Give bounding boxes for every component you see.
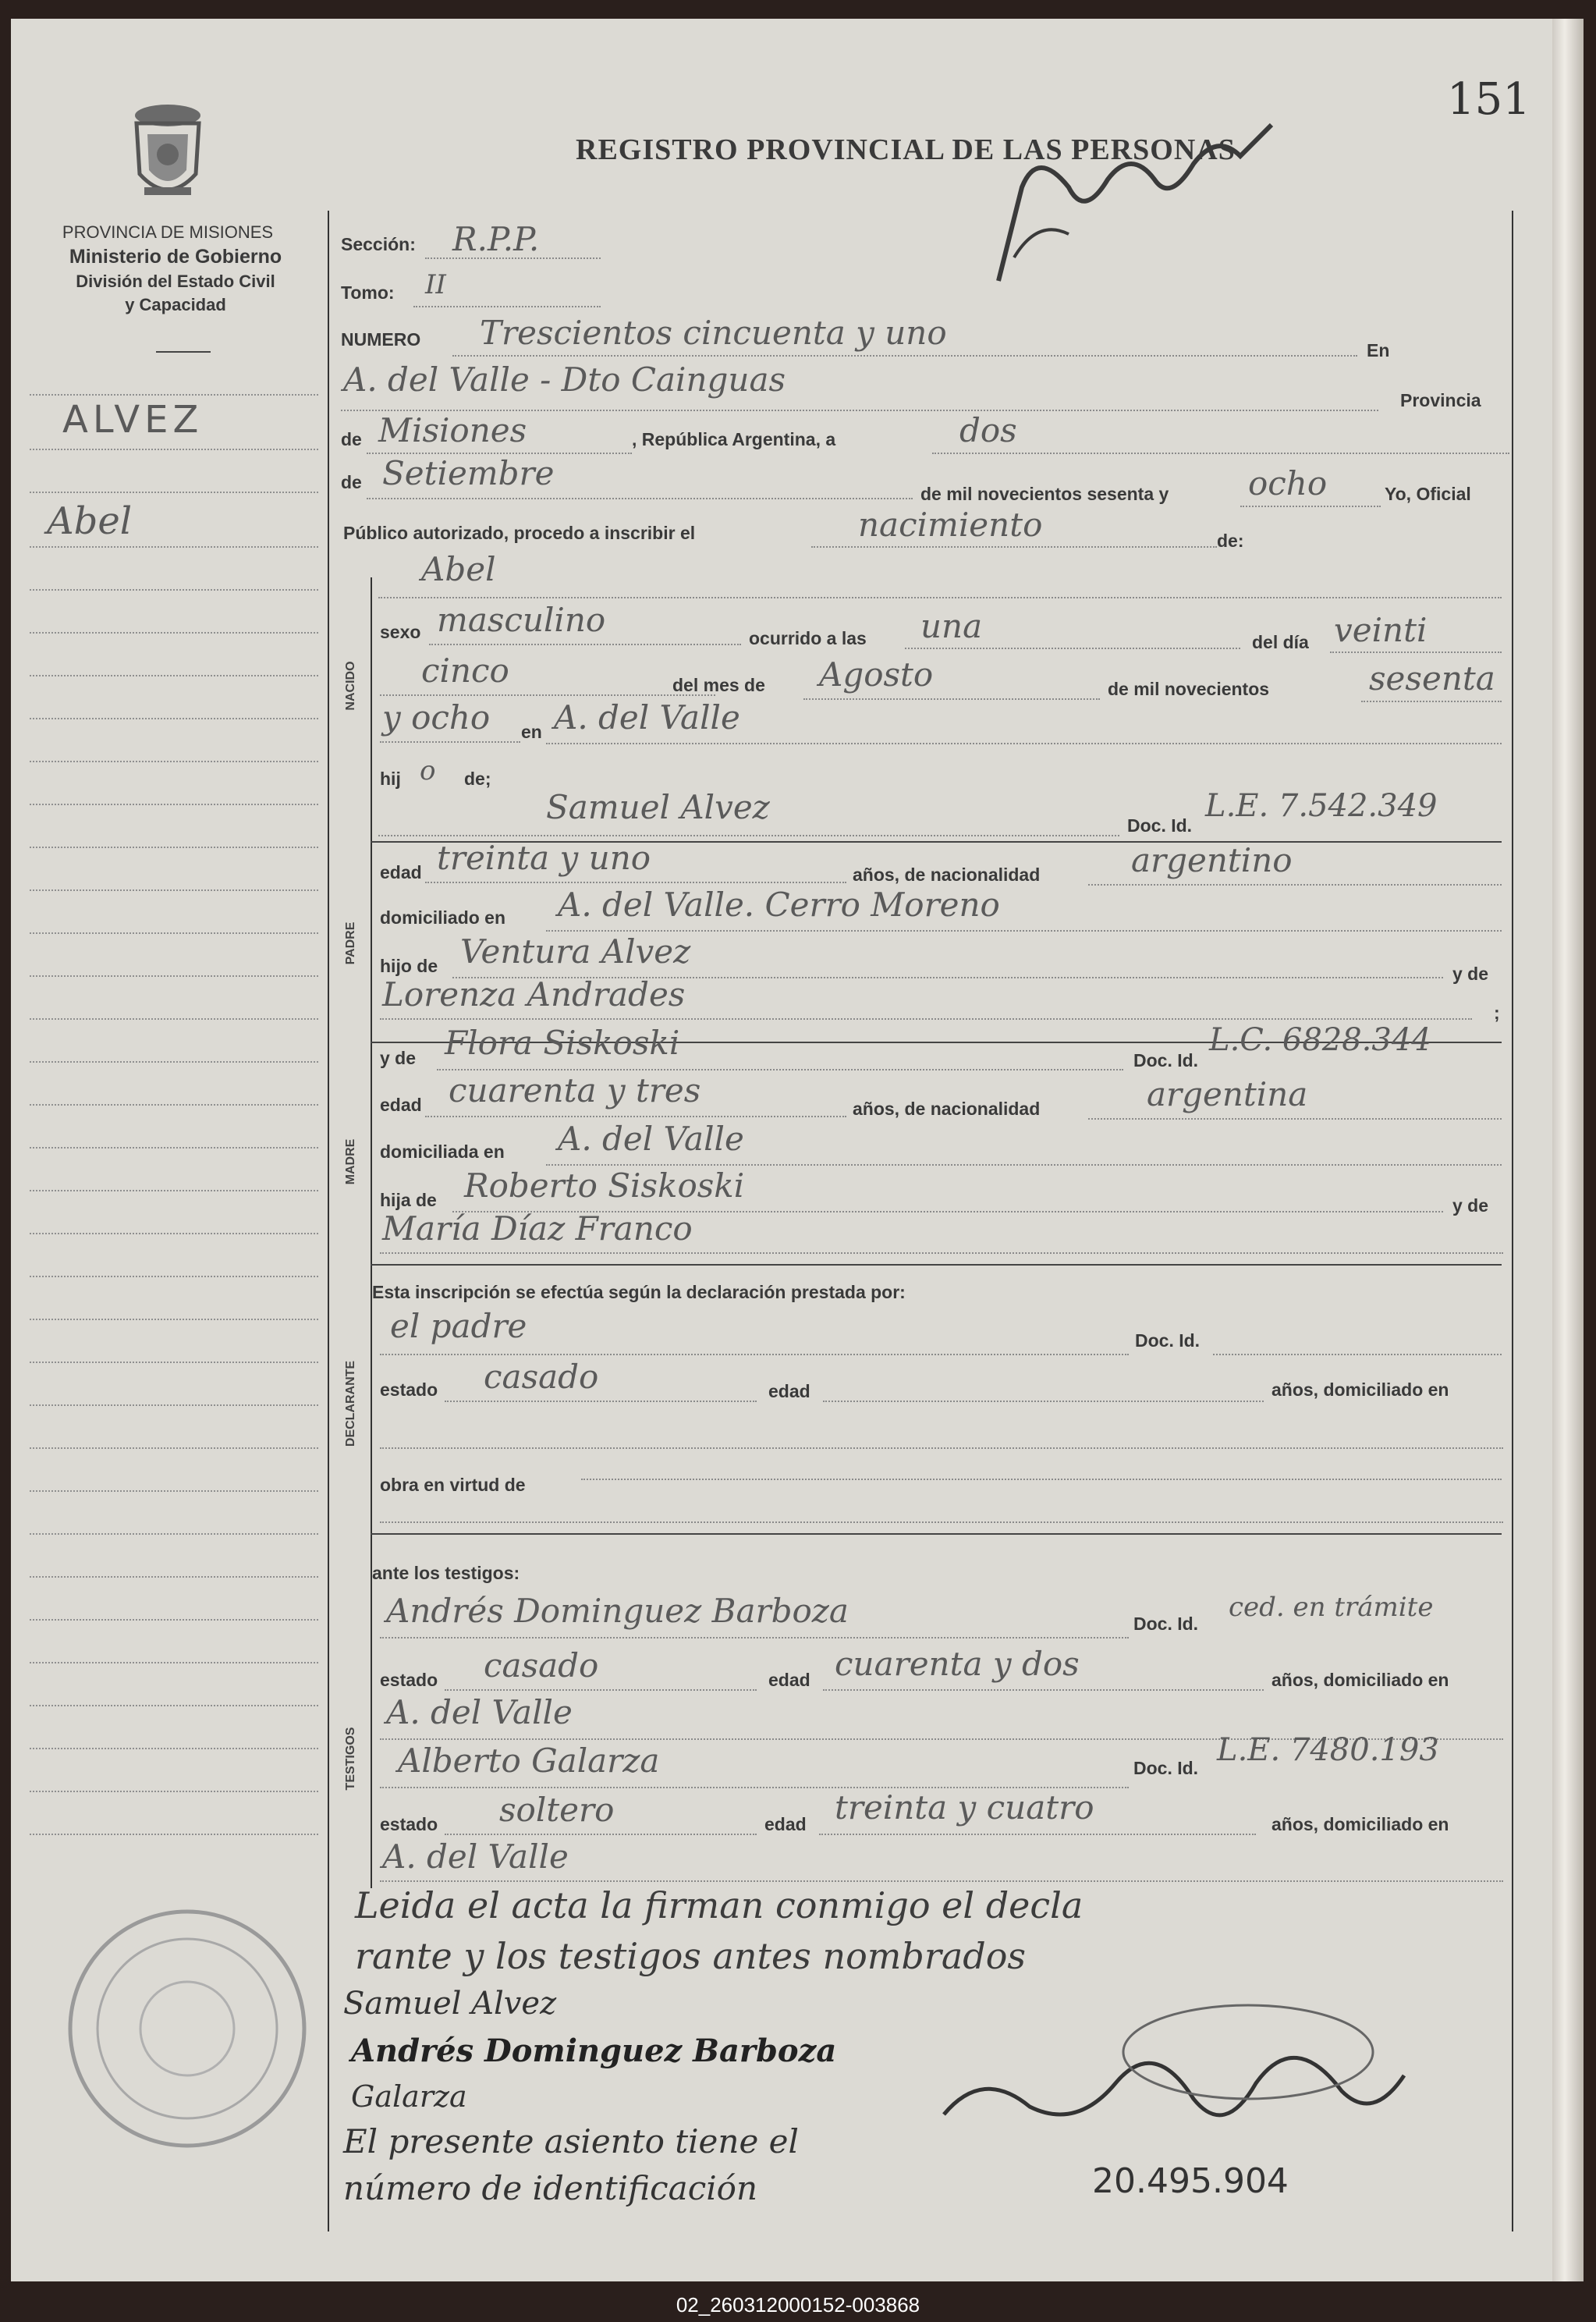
label-de-mes: de <box>341 472 362 492</box>
value-madre-edad: cuarenta y tres <box>449 1071 701 1110</box>
label-padre-dom: domiciliado en <box>380 907 506 928</box>
value-anio-nac-1: sesenta <box>1369 659 1495 698</box>
office-line1: PROVINCIA DE MISIONES <box>62 222 274 242</box>
side-label-padre: PADRE <box>344 921 357 965</box>
value-abuela-m: María Díaz Franco <box>382 1209 693 1248</box>
label-hij: hij <box>380 769 401 789</box>
section-divider-3 <box>371 1264 1502 1266</box>
value-sexo: masculino <box>437 601 606 639</box>
book-edge <box>1552 19 1584 2281</box>
value-t2-dom: A. del Valle <box>382 1837 569 1876</box>
side-label-testigos: TESTIGOS <box>344 1727 357 1791</box>
label-madre-edad: edad <box>380 1095 422 1115</box>
value-nombre: Abel <box>421 550 496 588</box>
side-label-madre: MADRE <box>344 1138 357 1185</box>
officer-signature <box>920 1990 1420 2146</box>
value-t2-doc: L.E. 7480.193 <box>1217 1732 1439 1768</box>
value-madre-dom: A. del Valle <box>558 1120 744 1158</box>
value-testigo2: Alberto Galarza <box>398 1742 660 1780</box>
label-sesenta: de mil novecientos sesenta y <box>920 484 1169 504</box>
label-inscripcion: Esta inscripción se efectúa según la declaración prestada por: <box>372 1282 906 1302</box>
value-anio: ocho <box>1248 464 1328 502</box>
value-decl-estado: casado <box>484 1358 599 1396</box>
value-mes: Setiembre <box>382 454 555 492</box>
value-padre-edad: treinta y uno <box>437 839 651 877</box>
file-name-footer: 02_260312000152-003868 <box>0 2288 1596 2322</box>
office-line2: Ministerio de Gobierno <box>69 246 282 268</box>
label-tomo: Tomo: <box>341 282 395 303</box>
label-sexo: sexo <box>380 622 421 642</box>
label-madre-dom: domiciliada en <box>380 1141 505 1162</box>
note-line1: El presente asiento tiene el <box>343 2122 799 2160</box>
value-t2-estado: soltero <box>499 1791 615 1829</box>
label-y-de-madre: y de <box>380 1048 417 1068</box>
office-line3: División del Estado Civil <box>76 272 275 291</box>
value-t2-edad: treinta y cuatro <box>835 1788 1094 1827</box>
value-abuelo-m: Roberto Siskoski <box>464 1166 745 1205</box>
margin-surname: ALVEZ <box>62 398 204 442</box>
label-t2-dom: años, domiciliado en <box>1271 1814 1449 1834</box>
office-line4: y Capacidad <box>125 295 226 314</box>
signature-andres: Andrés Dominguez Barboza <box>351 2033 837 2069</box>
signature-samuel: Samuel Alvez <box>343 1986 557 2022</box>
label-t1-dom: años, domiciliado en <box>1271 1670 1449 1690</box>
closing-line1: Leida el acta la firman conmigo el decla <box>355 1884 1084 1926</box>
label-decl-estado: estado <box>380 1379 438 1400</box>
label-en: En <box>1367 340 1390 360</box>
section-divider-4 <box>371 1533 1502 1535</box>
label-ocurrido: ocurrido a las <box>749 628 867 648</box>
label-madre-hija-de: hija de <box>380 1190 437 1210</box>
value-padre-doc: L.E. 7.542.349 <box>1205 788 1438 824</box>
label-de-mil: de mil novecientos <box>1108 679 1270 699</box>
coat-of-arms-emblem <box>121 100 215 209</box>
value-padre-nombre: Samuel Alvez <box>546 788 770 826</box>
label-de-prov: de <box>341 429 362 449</box>
value-dia: dos <box>959 411 1017 449</box>
side-label-nacido: NACIDO <box>344 661 357 711</box>
value-madre-nac: argentina <box>1147 1075 1308 1113</box>
value-lugar-nac: A. del Valle <box>554 698 740 737</box>
label-republica: , República Argentina, a <box>632 429 836 449</box>
label-en-lugar: en <box>521 722 542 742</box>
label-madre-doc: Doc. Id. <box>1133 1050 1199 1070</box>
value-madre-nombre: Flora Siskoski <box>445 1024 680 1062</box>
value-hora: una <box>920 607 983 645</box>
margin-given-name: Abel <box>47 499 133 543</box>
value-dia-nac-2: cinco <box>421 652 509 690</box>
value-testigo1: Andrés Dominguez Barboza <box>386 1592 849 1630</box>
right-rule <box>1512 211 1513 2231</box>
value-declarante: el padre <box>390 1307 527 1345</box>
label-del-mes: del mes de <box>672 675 765 695</box>
section-rule <box>371 577 372 1888</box>
value-abuela: Lorenza Andrades <box>382 975 686 1014</box>
label-decl-edad: edad <box>768 1381 810 1401</box>
label-de-colon: de: <box>1217 531 1244 551</box>
value-anio-nac-2: y ocho <box>382 698 491 737</box>
side-label-declarante: DECLARANTE <box>344 1360 357 1447</box>
label-de-padres: de; <box>464 769 491 789</box>
label-madre-nac: años, de nacionalidad <box>853 1099 1041 1119</box>
value-lugar: A. del Valle - Dto Cainguas <box>343 360 786 399</box>
value-dia-nac-1: veinti <box>1334 611 1428 649</box>
value-numero: Trescientos cincuenta y uno <box>480 314 947 352</box>
label-del-dia: del día <box>1252 632 1309 652</box>
label-semicolon: ; <box>1494 1003 1500 1023</box>
label-madre-y-de: y de <box>1452 1195 1489 1216</box>
label-t2-doc: Doc. Id. <box>1133 1758 1199 1778</box>
value-t1-dom: A. del Valle <box>386 1693 573 1731</box>
value-padre-nac: argentino <box>1131 841 1293 879</box>
signature-galarza: Galarza <box>351 2079 467 2114</box>
label-padre-y-de: y de <box>1452 964 1489 984</box>
note-line2: número de identificación <box>343 2169 757 2207</box>
label-decl-dom: años, domiciliado en <box>1271 1379 1449 1400</box>
label-padre-doc: Doc. Id. <box>1127 815 1193 836</box>
value-seccion: R.P.P. <box>452 220 540 258</box>
label-publico: Público autorizado, procedo a inscribir el <box>343 523 696 543</box>
value-tomo: II <box>425 269 446 300</box>
label-seccion: Sección: <box>341 234 416 254</box>
label-ante-testigos: ante los testigos: <box>372 1563 520 1583</box>
label-t1-edad: edad <box>768 1670 810 1690</box>
value-t1-edad: cuarenta y dos <box>835 1645 1080 1683</box>
label-decl-doc: Doc. Id. <box>1135 1330 1201 1351</box>
value-mes-nac: Agosto <box>819 655 934 694</box>
note-number: 20.495.904 <box>1092 2161 1289 2201</box>
value-padre-dom: A. del Valle. Cerro Moreno <box>558 886 1000 924</box>
label-padre-edad: edad <box>380 862 422 882</box>
value-acto: nacimiento <box>858 506 1043 544</box>
value-hij: o <box>420 755 436 786</box>
divider <box>156 351 211 353</box>
label-t1-estado: estado <box>380 1670 438 1690</box>
label-t2-edad: edad <box>764 1814 807 1834</box>
value-madre-doc: L.C. 6828.344 <box>1209 1022 1431 1058</box>
official-seal <box>55 1888 335 2169</box>
page-number: 151 <box>1447 74 1530 125</box>
signature-scribble <box>967 101 1295 296</box>
left-rule <box>328 211 329 2231</box>
label-t2-estado: estado <box>380 1814 438 1834</box>
closing-line2: rante y los testigos antes nombrados <box>355 1935 1027 1977</box>
label-obra: obra en virtud de <box>380 1475 526 1495</box>
value-abuelo: Ventura Alvez <box>460 932 691 971</box>
label-numero: NUMERO <box>341 329 421 350</box>
label-t1-doc: Doc. Id. <box>1133 1614 1199 1634</box>
label-padre-nac: años, de nacionalidad <box>853 865 1041 885</box>
value-t1-doc: ced. en trámite <box>1229 1592 1434 1623</box>
label-padre-hijo-de: hijo de <box>380 956 438 976</box>
page-title: REGISTRO PROVINCIAL DE LAS PERSONAS <box>576 133 1236 166</box>
value-t1-estado: casado <box>484 1646 599 1685</box>
label-provincia: Provincia <box>1400 390 1481 410</box>
label-yo-oficial: Yo, Oficial <box>1385 484 1471 504</box>
value-provincia: Misiones <box>378 411 527 449</box>
